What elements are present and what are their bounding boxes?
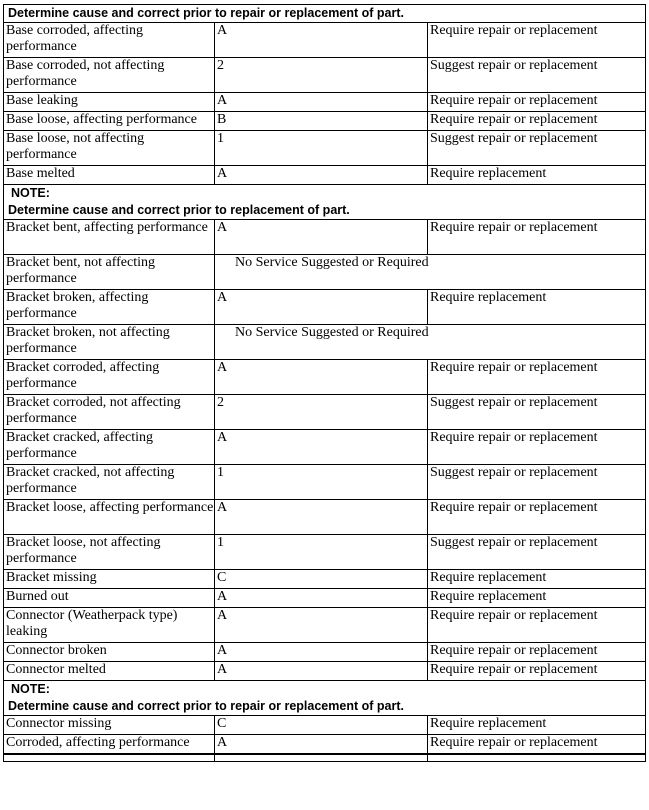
action-cell: Require repair or replacement xyxy=(428,500,646,535)
condition-cell: Connector melted xyxy=(4,662,215,681)
condition-cell: Connector missing xyxy=(4,716,215,735)
condition-cell: Bracket missing xyxy=(4,570,215,589)
action-cell: Require repair or replacement xyxy=(428,23,646,58)
note-row xyxy=(4,5,646,23)
table-row xyxy=(4,290,646,325)
table-row xyxy=(4,500,646,535)
condition-cell: Connector broken xyxy=(4,643,215,662)
code-cell: B xyxy=(215,112,428,131)
note-text: Determine cause and correct prior to repair or replacement of part. xyxy=(8,6,404,20)
table-row xyxy=(4,430,646,465)
table-row xyxy=(4,23,646,58)
action-cell: Require replacement xyxy=(428,589,646,608)
condition-cell: Corroded, affecting performance xyxy=(4,735,215,754)
condition-cell: Bracket loose, affecting performance xyxy=(4,500,215,535)
action-cell: Require replacement xyxy=(428,716,646,735)
code-cell: A xyxy=(215,430,428,465)
table-row xyxy=(4,570,646,589)
note-row xyxy=(4,185,646,220)
table-row xyxy=(4,93,646,112)
condition-cell: Connector (Weatherpack type) leaking xyxy=(4,608,215,643)
note-cell xyxy=(4,681,646,716)
note-cell xyxy=(4,5,646,23)
code-cell: A xyxy=(215,643,428,662)
action-cell: Require replacement xyxy=(428,570,646,589)
service-table-page xyxy=(3,4,645,762)
table-row-continuation xyxy=(4,755,646,762)
table-row xyxy=(4,608,646,643)
no-service-cell: No Service Suggested or Required xyxy=(215,255,646,290)
action-cell: Suggest repair or replacement xyxy=(428,131,646,166)
table-body xyxy=(4,5,646,754)
action-cell: Require repair or replacement xyxy=(428,608,646,643)
code-cell: A xyxy=(215,290,428,325)
condition-cell: Bracket corroded, affecting performance xyxy=(4,360,215,395)
code-cell: 2 xyxy=(215,58,428,93)
continuation-cell xyxy=(215,755,428,762)
code-cell: A xyxy=(215,23,428,58)
continuation-cell xyxy=(4,755,215,762)
condition-cell: Bracket loose, not affecting performance xyxy=(4,535,215,570)
table-row xyxy=(4,662,646,681)
note-label: NOTE: xyxy=(11,186,50,200)
code-cell: A xyxy=(215,360,428,395)
table-row xyxy=(4,58,646,93)
code-cell: A xyxy=(215,93,428,112)
condition-cell: Bracket broken, not affecting performance xyxy=(4,325,215,360)
action-cell: Suggest repair or replacement xyxy=(428,395,646,430)
table-row xyxy=(4,255,646,290)
action-cell: Require repair or replacement xyxy=(428,93,646,112)
code-cell: 1 xyxy=(215,131,428,166)
action-cell: Suggest repair or replacement xyxy=(428,58,646,93)
action-cell: Require replacement xyxy=(428,290,646,325)
table-row xyxy=(4,325,646,360)
code-cell: A xyxy=(215,589,428,608)
condition-cell: Base leaking xyxy=(4,93,215,112)
action-cell: Require repair or replacement xyxy=(428,643,646,662)
code-cell: A xyxy=(215,662,428,681)
table-row xyxy=(4,112,646,131)
action-cell: Require replacement xyxy=(428,166,646,185)
condition-cell: Bracket cracked, not affecting performance xyxy=(4,465,215,500)
code-cell: C xyxy=(215,570,428,589)
table-row xyxy=(4,465,646,500)
note-cell xyxy=(4,185,646,220)
no-service-cell: No Service Suggested or Required xyxy=(215,325,646,360)
table-row xyxy=(4,716,646,735)
table-row xyxy=(4,643,646,662)
table-row xyxy=(4,395,646,430)
action-cell: Suggest repair or replacement xyxy=(428,465,646,500)
condition-cell: Base melted xyxy=(4,166,215,185)
service-condition-table xyxy=(3,4,646,754)
table-row xyxy=(4,589,646,608)
table-row xyxy=(4,220,646,255)
note-row xyxy=(4,681,646,716)
condition-cell: Bracket corroded, not affecting performance xyxy=(4,395,215,430)
condition-cell: Base loose, not affecting performance xyxy=(4,131,215,166)
condition-cell: Bracket broken, affecting performance xyxy=(4,290,215,325)
code-cell: C xyxy=(215,716,428,735)
action-cell: Suggest repair or replacement xyxy=(428,535,646,570)
code-cell: A xyxy=(215,500,428,535)
action-cell: Require repair or replacement xyxy=(428,360,646,395)
condition-cell: Burned out xyxy=(4,589,215,608)
condition-cell: Base corroded, affecting performance xyxy=(4,23,215,58)
note-text: Determine cause and correct prior to replacement of part. xyxy=(8,203,350,217)
table-row xyxy=(4,166,646,185)
table-row xyxy=(4,131,646,166)
code-cell: 1 xyxy=(215,465,428,500)
table-row xyxy=(4,535,646,570)
code-cell: 1 xyxy=(215,535,428,570)
code-cell: 2 xyxy=(215,395,428,430)
continuation-cell xyxy=(428,755,646,762)
action-cell: Require repair or replacement xyxy=(428,662,646,681)
condition-cell: Base corroded, not affecting performance xyxy=(4,58,215,93)
action-cell: Require repair or replacement xyxy=(428,220,646,255)
table-row xyxy=(4,735,646,754)
code-cell: A xyxy=(215,220,428,255)
condition-cell: Bracket bent, not affecting performance xyxy=(4,255,215,290)
action-cell: Require repair or replacement xyxy=(428,112,646,131)
table-row xyxy=(4,360,646,395)
table-continuation-stub xyxy=(3,754,646,762)
condition-cell: Bracket cracked, affecting performance xyxy=(4,430,215,465)
condition-cell: Base loose, affecting performance xyxy=(4,112,215,131)
action-cell: Require repair or replacement xyxy=(428,430,646,465)
condition-cell: Bracket bent, affecting performance xyxy=(4,220,215,255)
note-text: Determine cause and correct prior to repair or replacement of part. xyxy=(8,699,404,713)
note-label: NOTE: xyxy=(11,682,50,696)
code-cell: A xyxy=(215,166,428,185)
action-cell: Require repair or replacement xyxy=(428,735,646,754)
code-cell: A xyxy=(215,735,428,754)
code-cell: A xyxy=(215,608,428,643)
